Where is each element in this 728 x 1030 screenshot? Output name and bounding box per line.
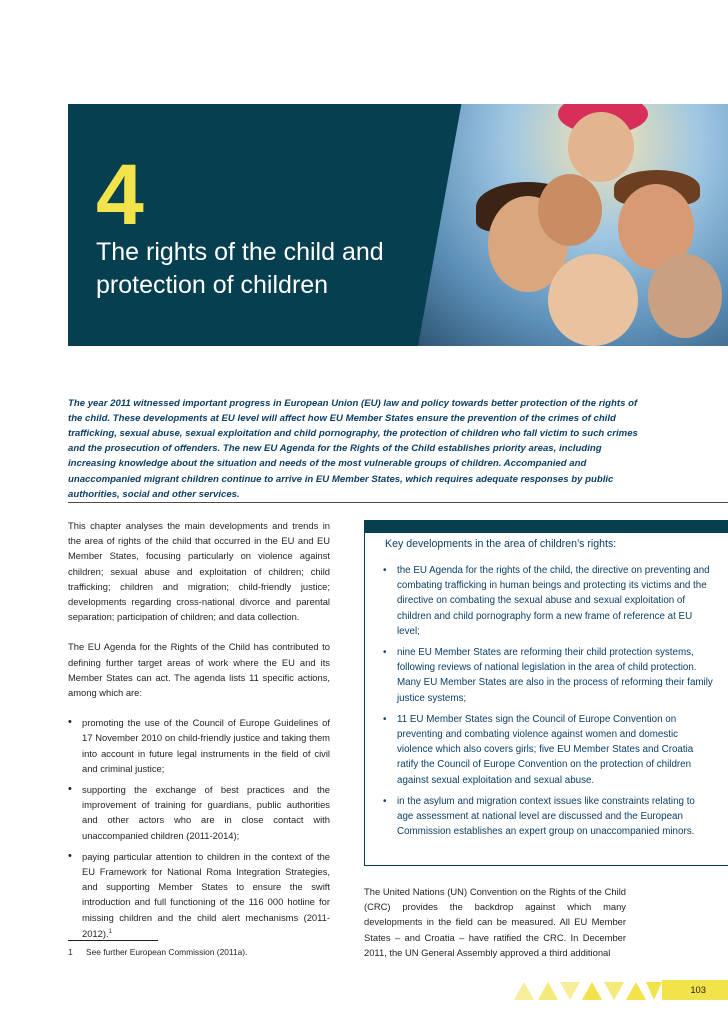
list-item: [68, 715, 330, 776]
pattern-shape: [646, 982, 662, 1000]
list-item-text: the EU Agenda for the rights of the child, the directive on preventing and combating trafficking in human beings and protecting its victims and the directive on combating the sexual abuse and sexual exploitation of children and child pornography form a new frame of reference at EU level;: [397, 565, 710, 637]
divider: [68, 502, 728, 503]
right-column: [364, 884, 626, 960]
list-item-text: supporting the exchange of best practices and the improvement of training for guardians, public authorities and other actors who are in close contact with unaccompanied children (2011-2014);: [82, 784, 330, 841]
footnote-text: See further European Commission (2011a).: [86, 947, 248, 957]
pattern-shape: [626, 982, 646, 1000]
list-item-text: paying particular attention to children in the context of the EU Framework for National Roma Integration Strategies, and supporting Member States to ensure the swift introduction and full functioning of the 116 000 hotline for missing children and the child alert mechanisms (2011-2012).: [82, 850, 330, 939]
pattern-shape: [538, 982, 558, 1000]
key-developments-box: [364, 520, 728, 866]
bullet: •: [383, 713, 387, 725]
bullet: •: [68, 849, 72, 862]
children-photo: [418, 104, 728, 346]
pattern-shape: [560, 982, 580, 1000]
list-item: [381, 645, 713, 706]
page-number: 103: [690, 984, 706, 995]
chapter-title: [96, 236, 416, 302]
photo-detail: [568, 112, 634, 182]
pattern-shape: [582, 982, 602, 1000]
footnote-number: 1: [68, 947, 73, 957]
bullet: •: [383, 795, 387, 807]
photo-detail: [538, 174, 602, 246]
bullet: •: [383, 565, 387, 576]
chapter-intro: The year 2011 witnessed important progress in European Union (EU) law and policy towards better protection of the rights of the child. These developments at EU level will affect how EU Member States ensure the prevention of the crimes of child trafficking, sexual abuse, sexual exploitation and child pornography, the protection of children who fall victim to such crimes and the prosecution of offenders. The new EU Agenda for the Rights of the Child establishes priority areas, including increasing knowledge about the situation and needs of the most vulnerable groups of children. Accompanied and unaccompanied migrant children continue to arrive in EU Member States, which requires adequate responses by public authorities, social and other services.: [68, 397, 638, 500]
left-column: [68, 518, 330, 947]
list-item: [68, 849, 330, 941]
box-header-bar: [365, 521, 728, 533]
list-item: [381, 563, 713, 639]
chapter-title-line: The rights of the child and: [96, 238, 384, 266]
list-item-text: 11 EU Member States sign the Council of Europe Convention on preventing and combating violence against women and domestic violence which also covers girls; five EU Member States and Croatia ratify the Council of Europe Convention on the protection of children against sexual exploitation and sexual abuse.: [397, 713, 694, 786]
bullet: •: [68, 783, 72, 796]
action-list: [68, 715, 330, 941]
body-paragraph: The United Nations (UN) Convention on the Rights of the Child (CRC) provides the backdrop against which many developments in the field can be measured. All EU Member States – and Croatia – have ratified the CRC. In December 2011, the UN General Assembly approved a third additional: [364, 886, 626, 958]
body-paragraph: The EU Agenda for the Rights of the Child has contributed to defining further target areas of work where the EU and its Member States can act. The agenda lists 11 specific actions, among which are:: [68, 641, 330, 699]
chapter-banner: [68, 104, 728, 346]
box-title: Key developments in the area of children’s rights:: [385, 538, 617, 550]
body-paragraph: This chapter analyses the main developments and trends in the area of rights of the child that occurred in the EU and EU Member States, focusing particularly on violence against children; sexual abuse and exploitation of children; child trafficking; children and migration; child-friendly justice; developments regarding cross-national divorce and parental separation; participation of children; and data collection.: [68, 520, 330, 623]
decorative-pattern: [512, 980, 662, 1002]
bullet: •: [383, 647, 387, 659]
list-item: [381, 794, 713, 840]
photo-detail: [548, 254, 638, 346]
footnote-divider: [68, 940, 158, 941]
chapter-title-line: protection of children: [96, 271, 329, 299]
list-item-text: nine EU Member States are reforming their child protection systems, following reviews of national legislation in the area of child protection. Many EU Member States are also in the process of reforming their family justice systems;: [397, 647, 713, 704]
list-item: [68, 782, 330, 843]
bullet: •: [68, 716, 72, 729]
pattern-shape: [514, 982, 534, 1000]
footnote-marker: 1: [108, 928, 112, 935]
list-item: [381, 712, 713, 788]
list-item-text: promoting the use of the Council of Europe Guidelines of 17 November 2010 on child-friendly justice and taking them into account in future legal instruments in the field of civil and criminal justice;: [82, 717, 330, 774]
chapter-number: 4: [96, 147, 144, 243]
photo-detail: [648, 254, 722, 338]
footnote: [68, 946, 330, 958]
pattern-shape: [604, 982, 624, 1000]
list-item-text: in the asylum and migration context issues like constraints relating to age assessment at national level are discussed and the European Commission establishes an expert group on unaccompanied minors.: [397, 795, 695, 838]
key-developments-list: [381, 563, 713, 845]
